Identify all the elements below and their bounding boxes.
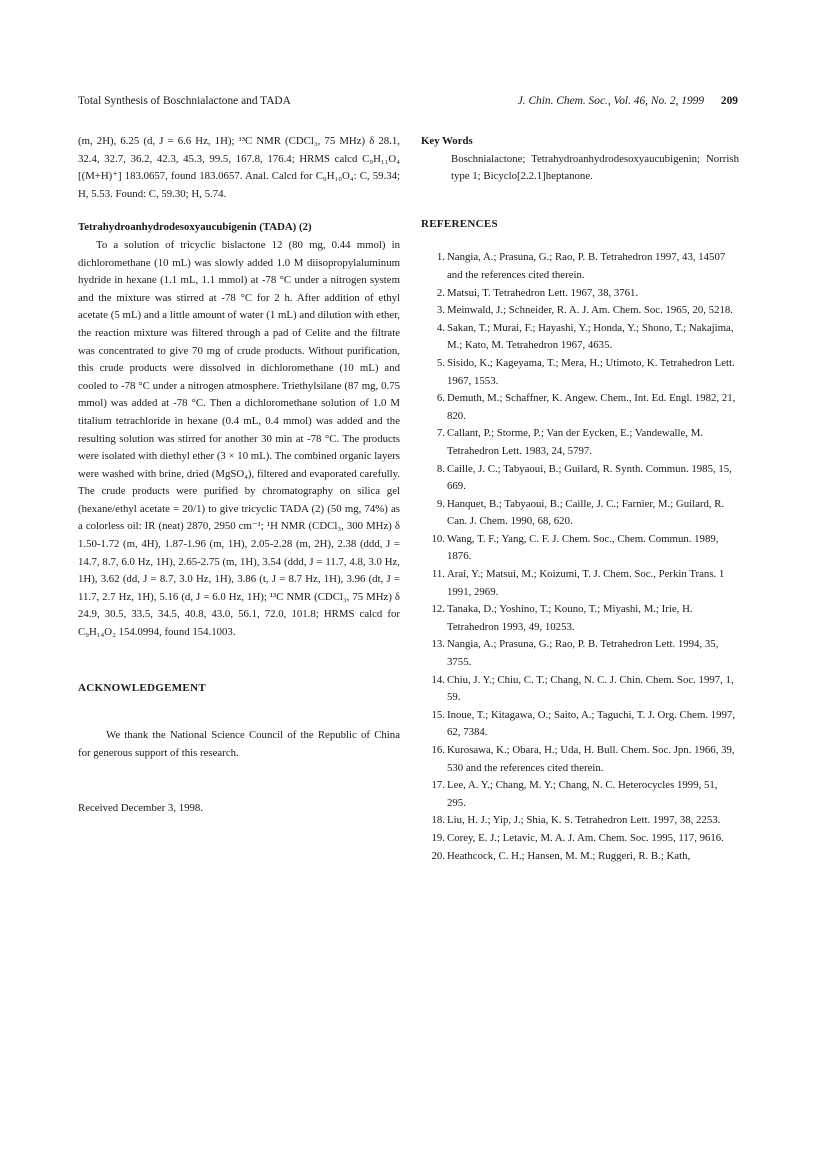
- reference-text: Chiu, J. Y.; Chiu, C. T.; Chang, N. C. J. Chin. Chem. Soc. 1997, 1, 59.: [447, 673, 734, 704]
- reference-number: 16.: [431, 744, 445, 756]
- reference-text: Demuth, M.; Schaffner, K. Angew. Chem., Int. Ed. Engl. 1982, 21, 820.: [447, 392, 736, 422]
- reference-item: [421, 249, 739, 284]
- reference-text: Liu, H. J.; Yip, J.; Shia, K. S. Tetrahedron Lett. 1997, 38, 2253.: [447, 814, 721, 827]
- reference-number: 15.: [431, 708, 445, 721]
- keywords-label: Key Words: [421, 135, 473, 147]
- reference-text: Corey, E. J.; Letavic, M. A. J. Am. Chem. Soc. 1995, 117, 9616.: [447, 831, 724, 844]
- reference-text: Sakan, T.; Murai, F.; Hayashi, Y.; Honda, Y.; Shono, T.; Nakajima, M.; Kato, M. Tetrahedron 1967, 4635.: [447, 321, 734, 352]
- reference-text: Arai, Y.; Matsui, M.; Koizumi, T. J. Chem. Soc., Perkin Trans. 1 1991, 2969.: [447, 568, 725, 598]
- reference-text: Callant, P.; Storme, P.; Van der Eycken, E.; Vandewalle, M. Tetrahedron Lett. 1983, 24, 5797.: [447, 427, 703, 457]
- reference-item: [421, 742, 739, 777]
- reference-text: Tanaka, D.; Yoshino, T.; Kouno, T.; Miyashi, M.; Irie, H. Tetrahedron 1993, 49, 10253.: [447, 603, 693, 633]
- reference-text: Lee, A. Y.; Chang, M. Y.; Chang, N. C. Heterocycles 1999, 51, 295.: [447, 779, 718, 809]
- left-column: [78, 133, 400, 818]
- reference-number: 5.: [436, 356, 445, 369]
- received-date: Received December 3, 1998.: [78, 802, 204, 815]
- reference-number: 4.: [436, 321, 445, 334]
- reference-text: Wang, T. F.; Yang, C. F. J. Chem. Soc., Chem. Commun. 1989, 1876.: [447, 532, 719, 563]
- reference-item: [421, 566, 739, 601]
- reference-text: Nangia, A.; Prasuna, G.; Rao, P. B. Tetrahedron Lett. 1994, 35, 3755.: [447, 638, 719, 669]
- reference-number: 14.: [431, 673, 445, 686]
- reference-text: Caille, J. C.; Tabyaoui, B.; Guilard, R. Synth. Commun. 1985, 15, 669.: [447, 462, 732, 493]
- reference-item: [421, 777, 739, 812]
- nmr-data-paragraph: (m, 2H), 6.25 (d, J = 6.6 Hz, 1H); ¹³C NMR (CDCl₃, 75 MHz) δ 28.1, 32.4, 32.7, 36.2, 42.3, 45.3, 99.5, 167.8, 176.4; HRMS calcd C₉H₁₁O₄ [(M+H)⁺] 183.0657, found 183.0657. Anal. Calcd for C₉H₁₀O₄: C, 59.34; H, 5.53. Found: C, 59.30; H, 5.74.: [78, 135, 400, 200]
- reference-number: 12.: [431, 603, 445, 616]
- reference-number: 7.: [436, 427, 445, 440]
- reference-item: [421, 320, 739, 355]
- reference-number: 20.: [431, 849, 445, 862]
- keywords-text: Boschnialactone; Tetrahydroanhydrodesoxyaucubigenin; Norrish type 1; Bicyclo[2.2.1]heptanone.: [451, 152, 739, 183]
- journal-name: J. Chin. Chem. Soc., Vol. 46, No. 2, 1999: [517, 95, 705, 107]
- acknowledgement-text: We thank the National Science Council of the Republic of China for generous support of this research.: [78, 729, 400, 759]
- page-number: 209: [720, 95, 738, 107]
- reference-item: [421, 601, 739, 636]
- reference-item: [421, 390, 739, 425]
- reference-number: 13.: [431, 638, 445, 651]
- reference-number: 3.: [436, 304, 445, 317]
- references-list: [421, 249, 739, 865]
- reference-item: [421, 812, 739, 830]
- reference-text: Matsui, T. Tetrahedron Lett. 1967, 38, 3761.: [447, 286, 639, 299]
- reference-number: 1.: [436, 251, 445, 264]
- tada-procedure: To a solution of tricyclic bislactone 12 (80 mg, 0.44 mmol) in dichloromethane (10 mL) was slowly added 1.0 M diisopropylaluminum hydride in hexane (1.1 mL, 1.1 mmol) at -78 °C under a nitrogen system and the mixture was stirred at -78 °C for 2 h. After addition of ethyl acetate (5 mL) and a little amount of water (1 mL) and dilution with ether, the reaction mixture was filtered through a pad of Celite and the filtrate was concentrated to give 70 mg of crude products. Without purification, this crude products were dissolved in dichloromethane (10 mL) and cooled to -78 °C under a nitrogen atmosphere. Triethylsilane (87 mg, 0.75 mmol) was added at -78 °C. Then a dichloromethane solution of 1.0 M titalium tetrachloride in hexane (0.4 mL, 0.4 mmol) was added and the resulting solution was stirred for another 30 min at -78 °C. The products were isolated with diethyl ether (3 × 10 mL). The combined organic layers were washed with brine, dried (MgSO₄), filtered and evaporated carefully. The crude products were purified by chromatography on silica gel (hexane/ethyl acetate = 20/1) to give tricyclic TADA (2) (50 mg, 74%) as a colorless oil: IR (neat) 2870, 2950 cm⁻¹; ¹H NMR (CDCl₃, 300 MHz) δ 1.50-1.72 (m, 4H), 1.87-1.96 (m, 1H), 2.05-2.28 (m, 2H), 2.38 (ddd, J = 14.7, 8.7, 6.0 Hz, 1H), 2.65-2.75 (m, 1H), 3.54 (ddd, J = 11.7, 4.8, 3.0 Hz, 1H), 3.62 (dd, J = 8.7, 3.0 Hz, 1H), 3.86 (t, J = 8.7 Hz, 1H), 3.96 (dt, J = 11.7, 2.7 Hz, 1H), 5.16 (d, J = 6.0 Hz, 1H); ¹³C NMR (CDCl₃, 75 MHz) δ 24.9, 30.5, 33.5, 34.5, 40.8, 43.0, 56.1, 72.0, 101.8; HRMS calcd for C₉H₁₄O₂ 154.0994, found 154.1003.: [78, 238, 401, 639]
- reference-item: [421, 285, 739, 303]
- page-header: [78, 95, 738, 111]
- reference-item: [421, 531, 739, 566]
- references-title: REFERENCES: [421, 217, 498, 230]
- reference-item: [421, 672, 739, 707]
- reference-number: 2.: [436, 286, 445, 299]
- reference-text: Heathcock, C. H.; Hansen, M. M.; Ruggeri, R. B.; Kath,: [447, 849, 691, 862]
- reference-text: Inoue, T.; Kitagawa, O.; Saito, A.; Taguchi, T. J. Org. Chem. 1997, 62, 7384.: [447, 708, 736, 739]
- tada-heading: Tetrahydroanhydrodesoxyaucubigenin (TADA) (2): [78, 221, 312, 234]
- reference-number: 17.: [431, 779, 445, 792]
- reference-item: [421, 496, 739, 531]
- reference-number: 9.: [436, 497, 445, 510]
- reference-number: 19.: [431, 831, 445, 844]
- reference-text: Hanquet, B.; Tabyaoui, B.; Caille, J. C.; Farnier, M.; Guilard, R. Can. J. Chem. 1990, 68, 620.: [447, 497, 725, 528]
- reference-number: 8.: [436, 462, 445, 475]
- reference-number: 18.: [431, 814, 445, 827]
- reference-item: [421, 461, 739, 496]
- reference-text: Meinwald, J.; Schneider, R. A. J. Am. Chem. Soc. 1965, 20, 5218.: [447, 304, 733, 317]
- reference-item: [421, 848, 739, 866]
- reference-number: 6.: [436, 392, 445, 405]
- running-title: Total Synthesis of Boschnialactone and TADA: [78, 95, 291, 107]
- reference-item: [421, 355, 739, 390]
- reference-item: [421, 636, 739, 671]
- reference-item: [421, 707, 739, 742]
- reference-text: Nangia, A.; Prasuna, G.; Rao, P. B. Tetrahedron 1997, 43, 14507 and the references cited therein.: [447, 251, 726, 281]
- reference-text: Kurosawa, K.; Obara, H.; Uda, H. Bull. Chem. Soc. Jpn. 1966, 39, 530 and the references cited therein.: [447, 744, 735, 774]
- journal-citation: [518, 95, 738, 107]
- reference-number: 11.: [431, 568, 445, 581]
- acknowledgement-title: ACKNOWLEDGEMENT: [78, 681, 206, 694]
- reference-item: [421, 302, 739, 320]
- right-column: [421, 133, 739, 865]
- reference-number: 10.: [431, 532, 445, 545]
- reference-item: [421, 830, 739, 848]
- reference-text: Sisido, K.; Kageyama, T.; Mera, H.; Utimoto, K. Tetrahedron Lett. 1967, 1553.: [447, 356, 735, 387]
- reference-item: [421, 425, 739, 460]
